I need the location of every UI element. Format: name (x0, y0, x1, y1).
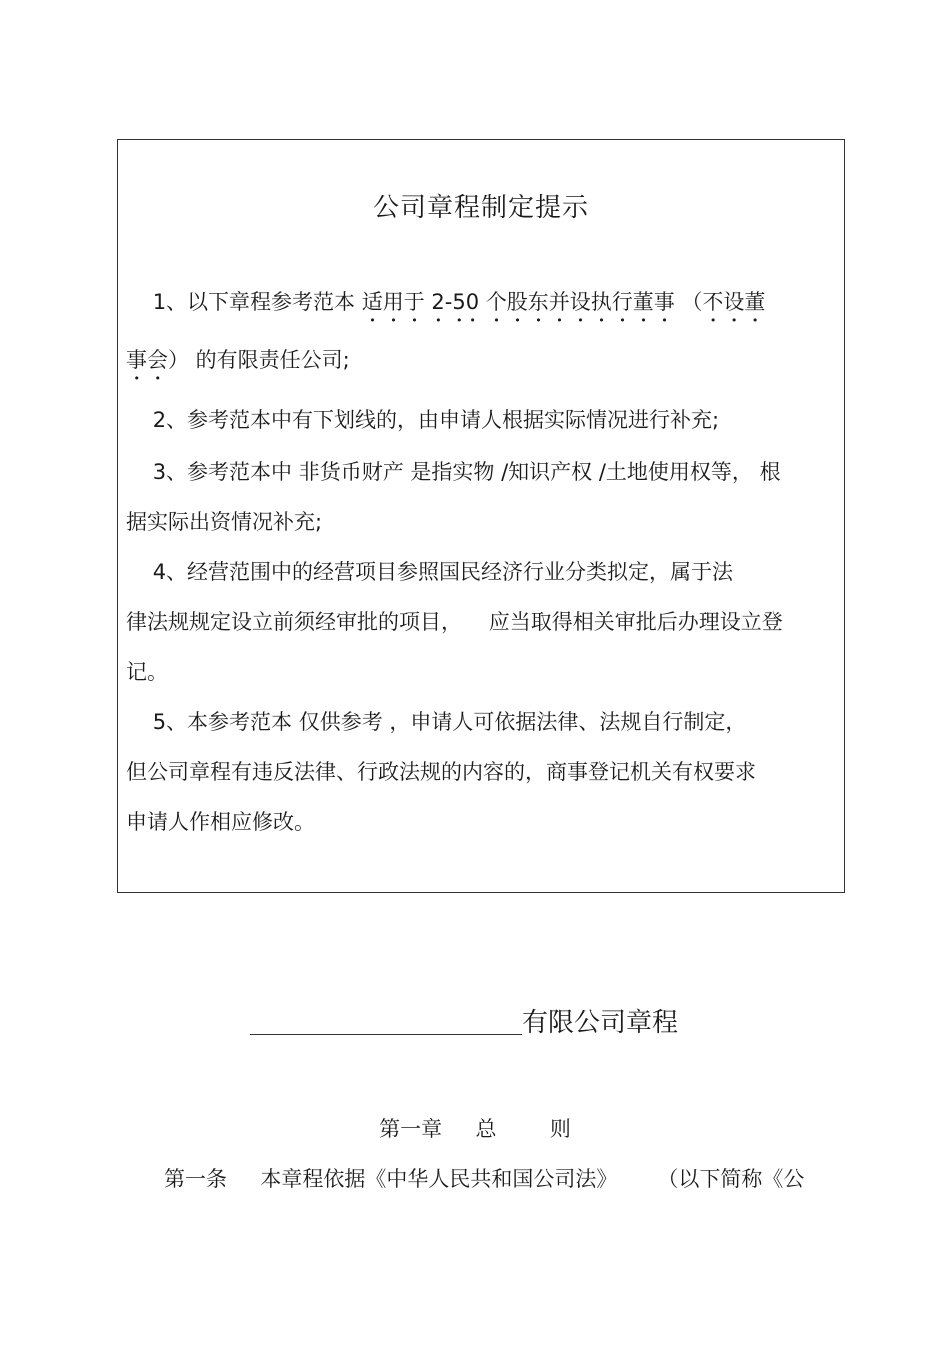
notice-item-4-line-1: 4、经营范围中的经营项目参照国民经济行业分类拟定，属于法 (126, 560, 734, 584)
notice-item-5-line-3: 申请人作相应修改。 (126, 810, 315, 834)
notice-item-2: 2、参考范本中有下划线的，由申请人根据实际情况进行补充; (126, 408, 720, 432)
company-name-blank (250, 1004, 522, 1035)
notice-item-5-line-2: 但公司章程有违反法律、行政法规的内容的，商事登记机关有权要求 (126, 760, 756, 784)
notice-item-3-line-2: 据实际出资情况补充; (126, 510, 323, 534)
notice-item-3-line-1: 3、参考范本中 非货币财产 是指实物 /知识产权 /土地使用权等， 根 (126, 460, 781, 484)
chapter-heading: 第一章 总 则 (379, 1117, 571, 1141)
notice-item-1-prefix: 1、以下章程参考范本 (126, 290, 362, 314)
notice-item-1-line-1 (126, 287, 765, 327)
notice-item-1-line-2 (126, 345, 350, 385)
notice-item-1-emphasis: 适用于 2-50 个股东并设执行董事 （不设董 (361, 290, 766, 314)
notice-item-4-line-3: 记。 (126, 660, 168, 684)
notice-item-1-emphasis-cont: 事会） (126, 348, 189, 372)
document-heading-text: 有限公司章程 (522, 1008, 679, 1038)
notice-item-4-line-2: 律法规规定设立前须经审批的项目， 应当取得相关审批后办理设立登 (126, 610, 783, 634)
notice-box (117, 139, 845, 893)
notice-item-1-rest: 的有限责任公司; (189, 348, 350, 372)
article-1: 第一条 本章程依据《中华人民共和国公司法》 （以下简称《公 (164, 1167, 805, 1191)
notice-title: 公司章程制定提示 (372, 193, 589, 223)
notice-item-5-line-1: 5、本参考范本 仅供参考 ，申请人可依据法律、法规自行制定， (126, 710, 747, 734)
document-heading (250, 1002, 678, 1039)
